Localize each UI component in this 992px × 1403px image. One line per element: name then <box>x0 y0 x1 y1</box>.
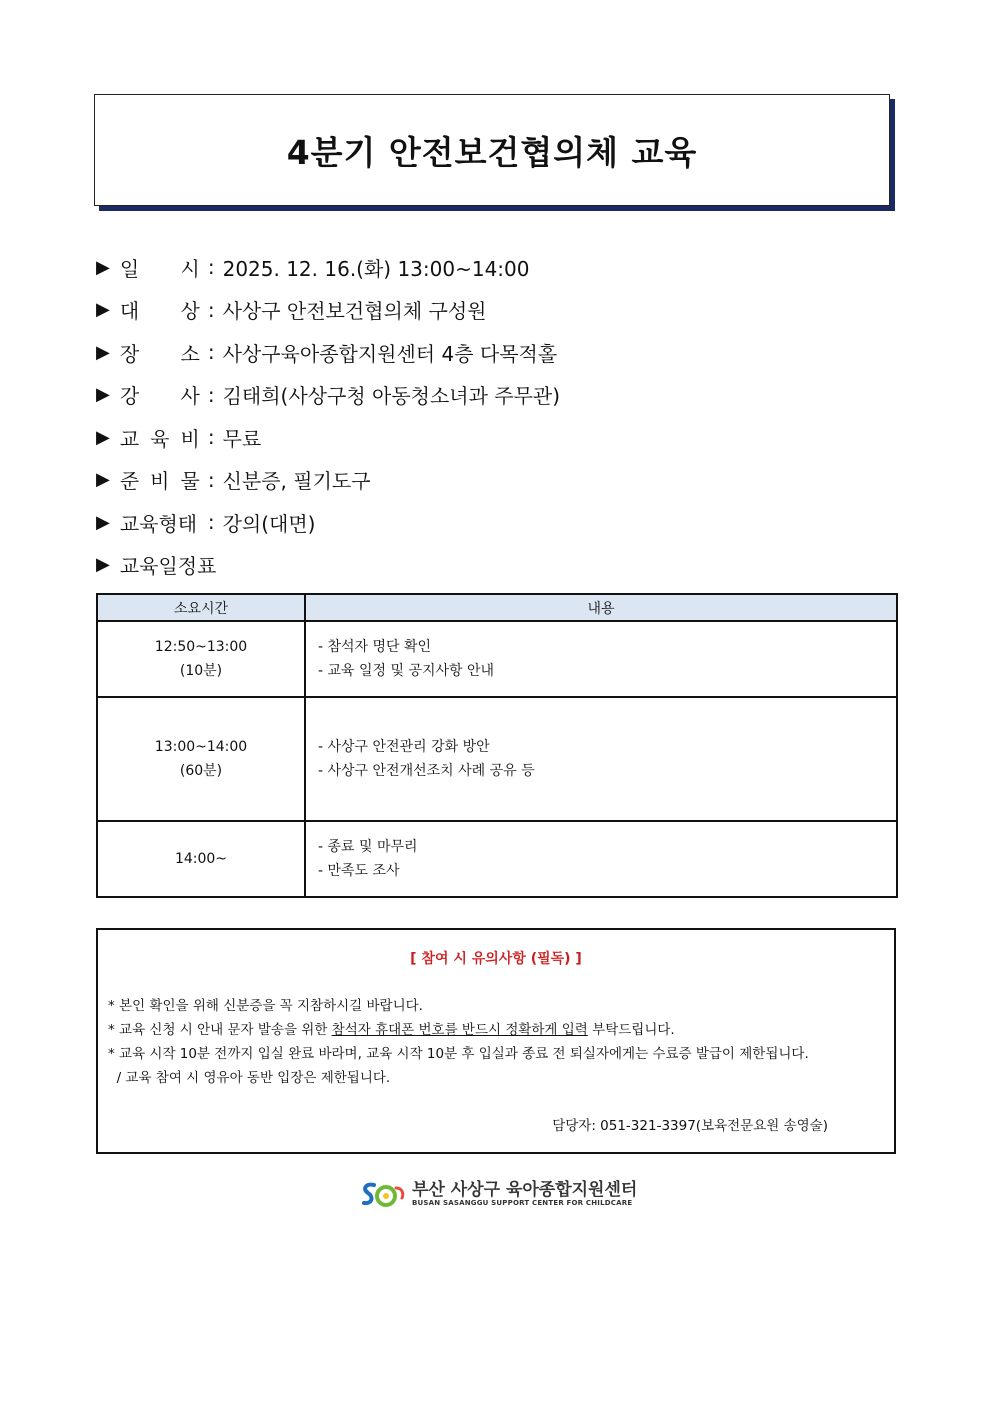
info-label: 교육일정표 <box>119 554 217 579</box>
colon: : <box>207 510 215 535</box>
time-duration: (60분) <box>179 763 223 779</box>
logo-name-en: BUSAN SASANGGU SUPPORT CENTER FOR CHILDCARE <box>412 1199 633 1207</box>
info-value: 사상구 안전보건협의체 구성원 <box>222 299 487 324</box>
time-range: 13:00~14:00 <box>154 739 248 755</box>
time-range: 14:00~ <box>174 851 228 867</box>
content-cell <box>305 697 897 821</box>
notice-list <box>108 994 884 1090</box>
time-cell <box>97 697 305 821</box>
info-label: 일 시 <box>119 256 200 281</box>
content-item: - 교육 일정 및 공지사항 안내 <box>318 663 495 679</box>
info-label: 교 육 비 <box>119 426 200 451</box>
page-title: 4분기 안전보건협의체 교육 <box>286 132 698 172</box>
info-row-schedule <box>96 544 896 587</box>
arrow-icon: ▶ <box>96 511 110 533</box>
table-row <box>97 621 897 697</box>
notice-item: * 본인 확인을 위해 신분증을 꼭 지참하시길 바랍니다. <box>108 998 423 1014</box>
colon: : <box>207 382 215 407</box>
notice-item: * 교육 시작 10분 전까지 입실 완료 바라며, 교육 시작 10분 후 입실과 종료 전 퇴실자에게는 수료증 발급이 제한됩니다. <box>108 1046 809 1062</box>
notice-item: / 교육 참여 시 영유아 동반 입장은 제한됩니다. <box>108 1070 391 1086</box>
info-row-place <box>96 331 896 374</box>
arrow-icon: ▶ <box>96 256 110 278</box>
info-value: 2025. 12. 16.(화) 13:00~14:00 <box>222 256 530 281</box>
info-value: 신분증, 필기도구 <box>222 469 371 494</box>
colon: : <box>207 467 215 492</box>
info-label: 대 상 <box>119 299 200 324</box>
time-cell <box>97 821 305 897</box>
info-label: 준 비 물 <box>119 469 200 494</box>
arrow-icon: ▶ <box>96 469 110 491</box>
info-row-format <box>96 501 896 544</box>
contact-info: 담당자: 051-321-3397(보육전문요원 송영술) <box>552 1118 828 1134</box>
logo-name-kr: 부산 사상구 육아종합지원센터 <box>412 1180 638 1200</box>
center-logo <box>360 1179 637 1209</box>
info-row-date <box>96 246 896 289</box>
notice-text: 부탁드립니다. <box>587 1022 675 1038</box>
time-duration: (10분) <box>179 663 223 679</box>
table-row <box>97 821 897 897</box>
table-row <box>97 697 897 821</box>
schedule-table <box>96 593 898 898</box>
content-item: - 종료 및 마무리 <box>318 839 418 855</box>
info-value: 김태희(사상구청 아동청소녀과 주무관) <box>222 384 561 409</box>
info-value: 사상구육아종합지원센터 4층 다목적홀 <box>222 341 558 366</box>
arrow-icon: ▶ <box>96 299 110 321</box>
title-box <box>94 94 890 206</box>
notice-text: * 교육 신청 시 안내 문자 발송을 위한 <box>108 1022 332 1038</box>
time-range: 12:50~13:00 <box>154 639 248 655</box>
arrow-icon: ▶ <box>96 341 110 363</box>
time-cell <box>97 621 305 697</box>
content-cell <box>305 621 897 697</box>
colon: : <box>207 340 215 365</box>
content-item: - 참석자 명단 확인 <box>318 639 432 655</box>
info-label: 장 소 <box>119 341 200 366</box>
colon: : <box>207 255 215 280</box>
colon: : <box>207 425 215 450</box>
arrow-icon: ▶ <box>96 384 110 406</box>
notice-box <box>96 928 896 1154</box>
info-row-supplies <box>96 459 896 502</box>
info-row-lecturer <box>96 374 896 417</box>
info-label: 강 사 <box>119 384 200 409</box>
colon: : <box>207 297 215 322</box>
notice-underlined-text: 참석자 휴대폰 번호를 반드시 정확하게 입력 <box>331 1022 588 1038</box>
notice-item <box>108 1018 884 1042</box>
table-header-row <box>97 594 897 621</box>
header-content: 내용 <box>305 594 897 621</box>
info-value: 무료 <box>222 426 262 451</box>
logo-icon <box>360 1179 406 1209</box>
content-cell <box>305 821 897 897</box>
header-time: 소요시간 <box>97 594 305 621</box>
notice-title: [ 참여 시 유의사항 (필독) ] <box>410 951 582 967</box>
info-value: 강의(대면) <box>222 511 316 536</box>
arrow-icon: ▶ <box>96 426 110 448</box>
arrow-icon: ▶ <box>96 554 110 576</box>
content-item: - 사상구 안전개선조치 사례 공유 등 <box>318 763 535 779</box>
info-row-target <box>96 289 896 332</box>
content-item: - 만족도 조사 <box>318 863 400 879</box>
info-label: 교육형태 <box>119 511 198 536</box>
info-row-fee <box>96 416 896 459</box>
content-item: - 사상구 안전관리 강화 방안 <box>318 739 490 755</box>
info-list <box>96 246 896 586</box>
